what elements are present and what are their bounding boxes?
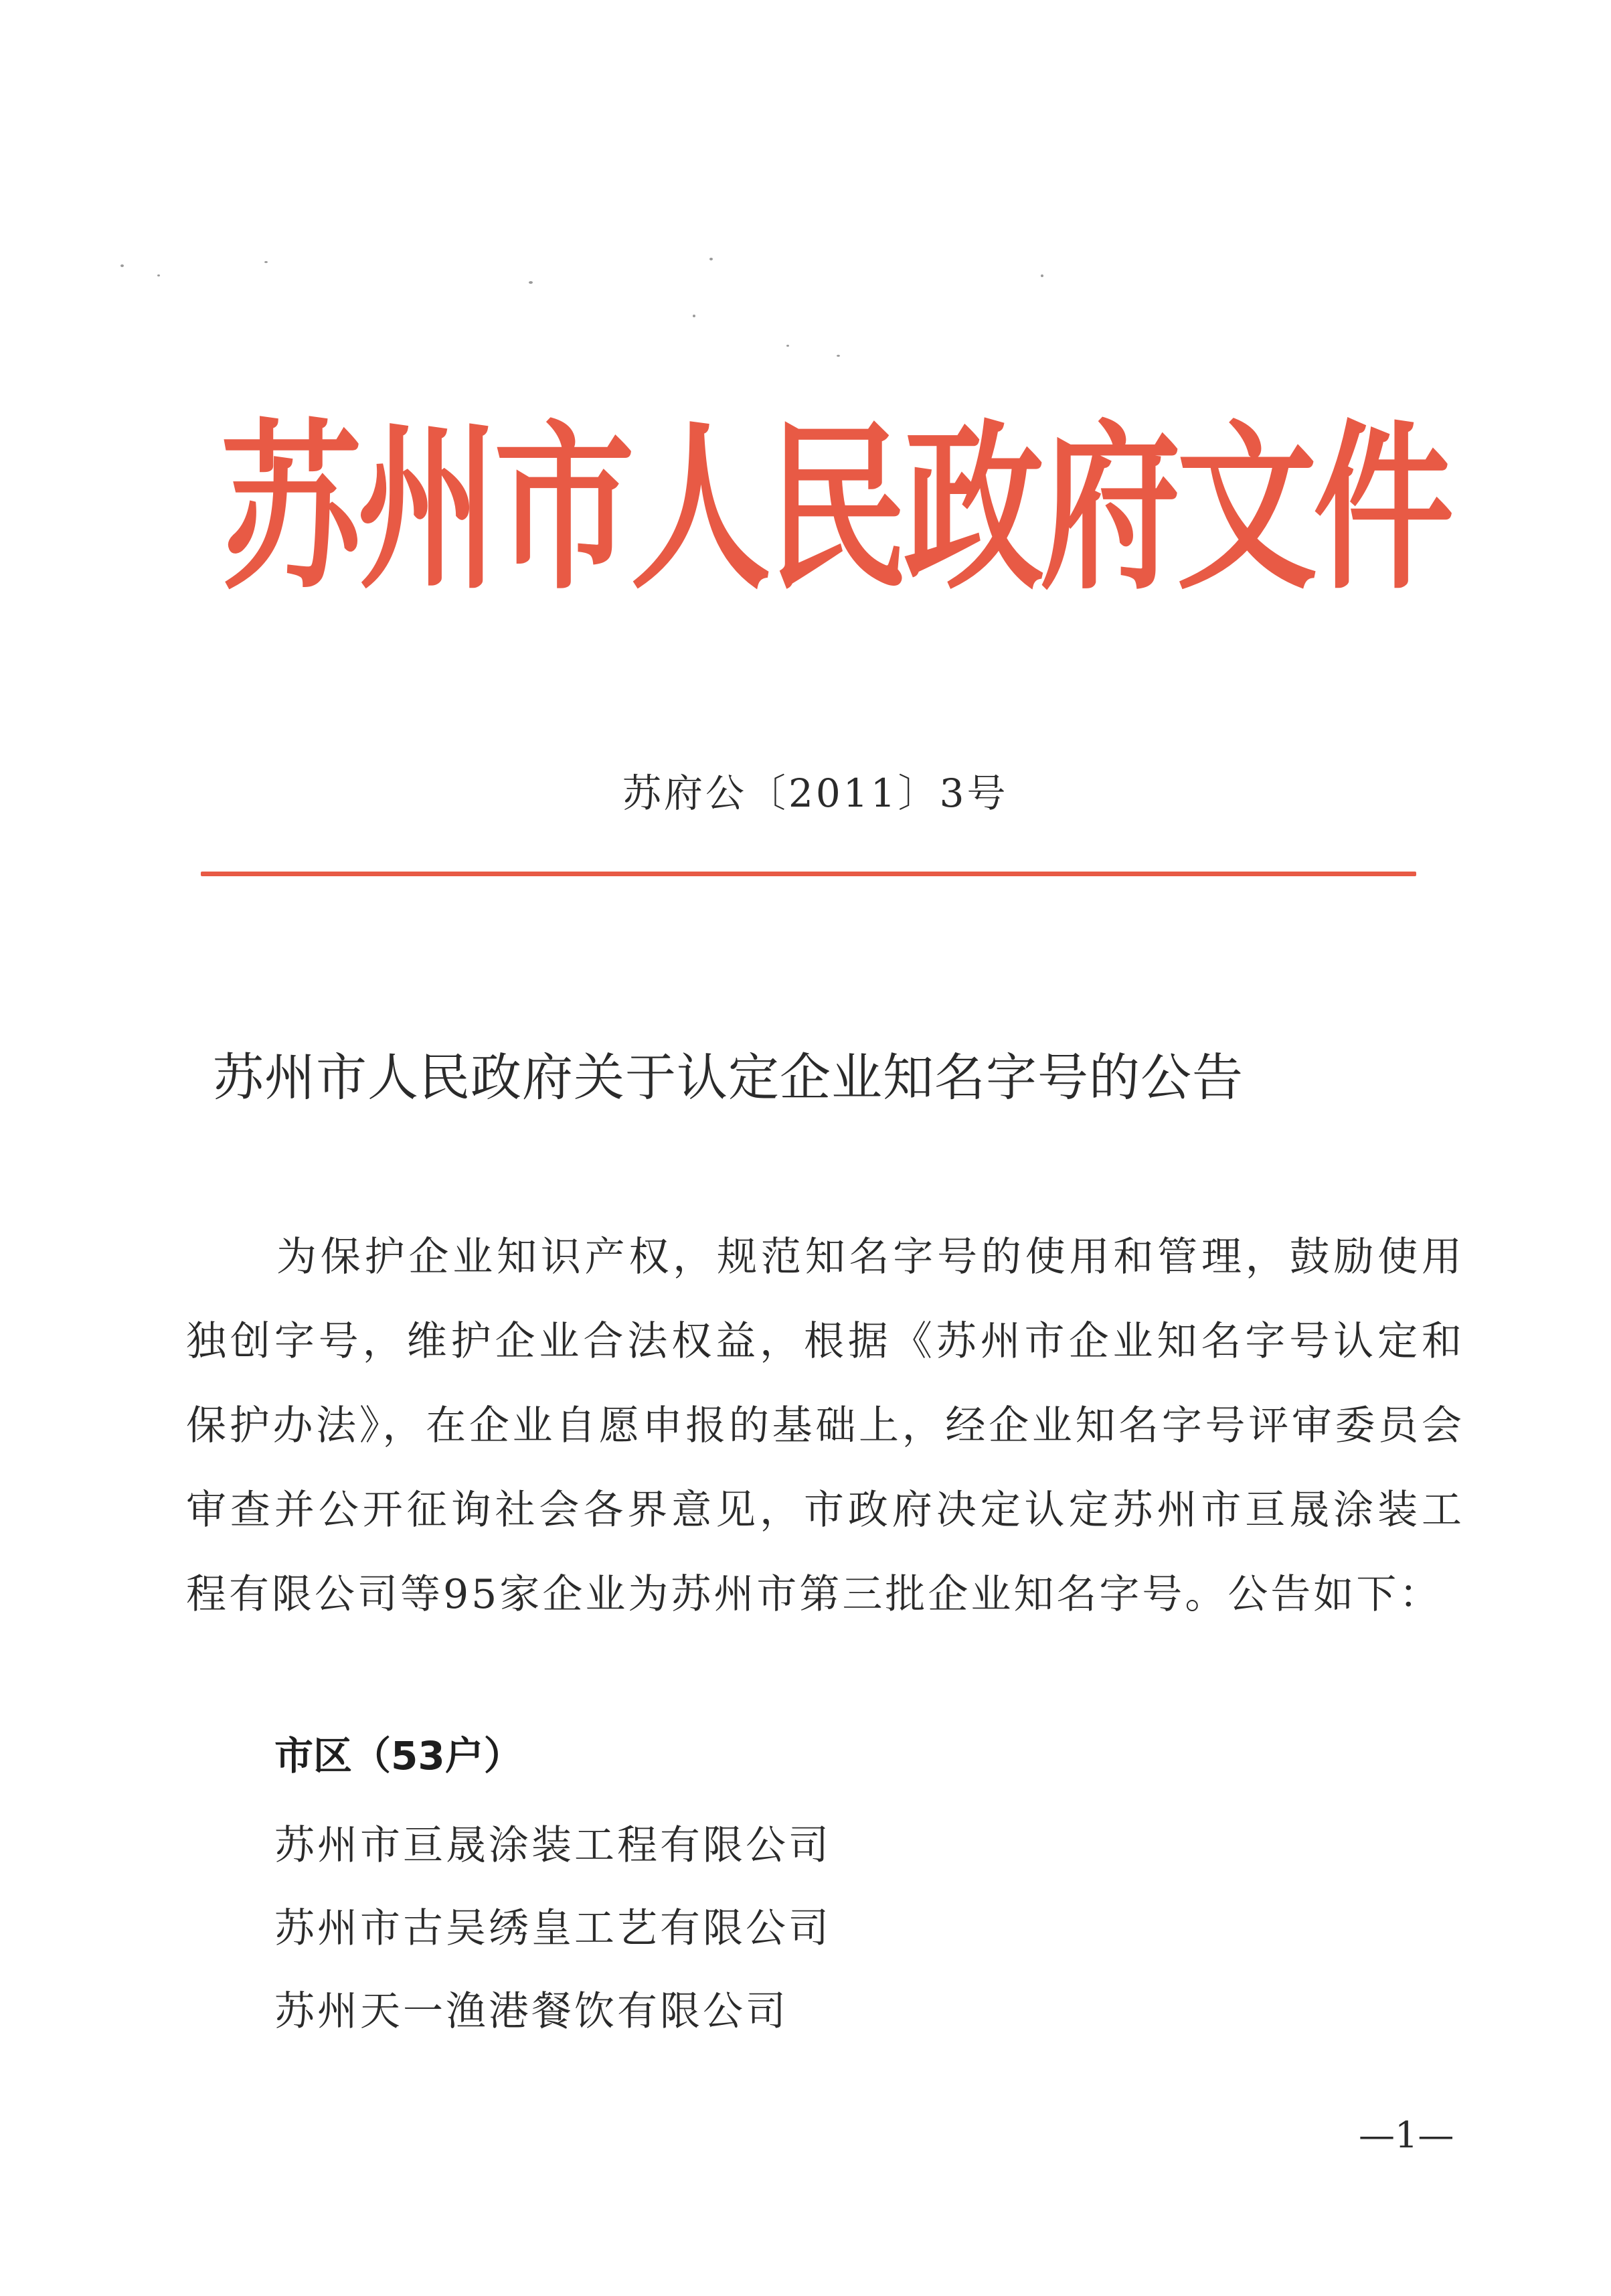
company-item: 苏州市古吴绣皇工艺有限公司 [274, 1905, 831, 1952]
document-number: 苏府公〔2011〕3号 [622, 770, 1009, 816]
scan-speck [693, 315, 695, 317]
scan-speck [1041, 274, 1043, 277]
scan-speck [786, 345, 789, 347]
section-heading-urban: 市区（53户） [274, 1733, 523, 1779]
scan-speck [264, 261, 268, 263]
company-item: 苏州天一渔港餐饮有限公司 [274, 1988, 788, 2035]
scan-speck [837, 355, 840, 357]
header-divider-line [201, 872, 1416, 876]
scan-speck [709, 258, 713, 260]
scan-speck [157, 274, 160, 276]
document-header-title: 苏州市人民政府文件 [221, 402, 1450, 614]
scan-speck [529, 281, 533, 284]
page-number: —1— [1359, 2114, 1454, 2156]
scan-speck [120, 264, 124, 267]
company-item: 苏州市亘晟涂装工程有限公司 [274, 1822, 831, 1869]
body-paragraph: 为保护企业知识产权，规范知名字号的使用和管理，鼓励使用独创字号，维护企业合法权益，根据《苏州市企业知名字号认定和保护办法》，在企业自愿申报的基础上，经企业知名字号评审委员会审查并公开征询社会各界意见，市政府决定认定苏州市亘晟涂装工程有限公司等95家企业为苏州市第三批企业知名字号。公告如下： [186, 1234, 1464, 1618]
company-list [274, 1804, 831, 2053]
notice-title: 苏州市人民政府关于认定企业知名字号的公告 [213, 1048, 1244, 1107]
